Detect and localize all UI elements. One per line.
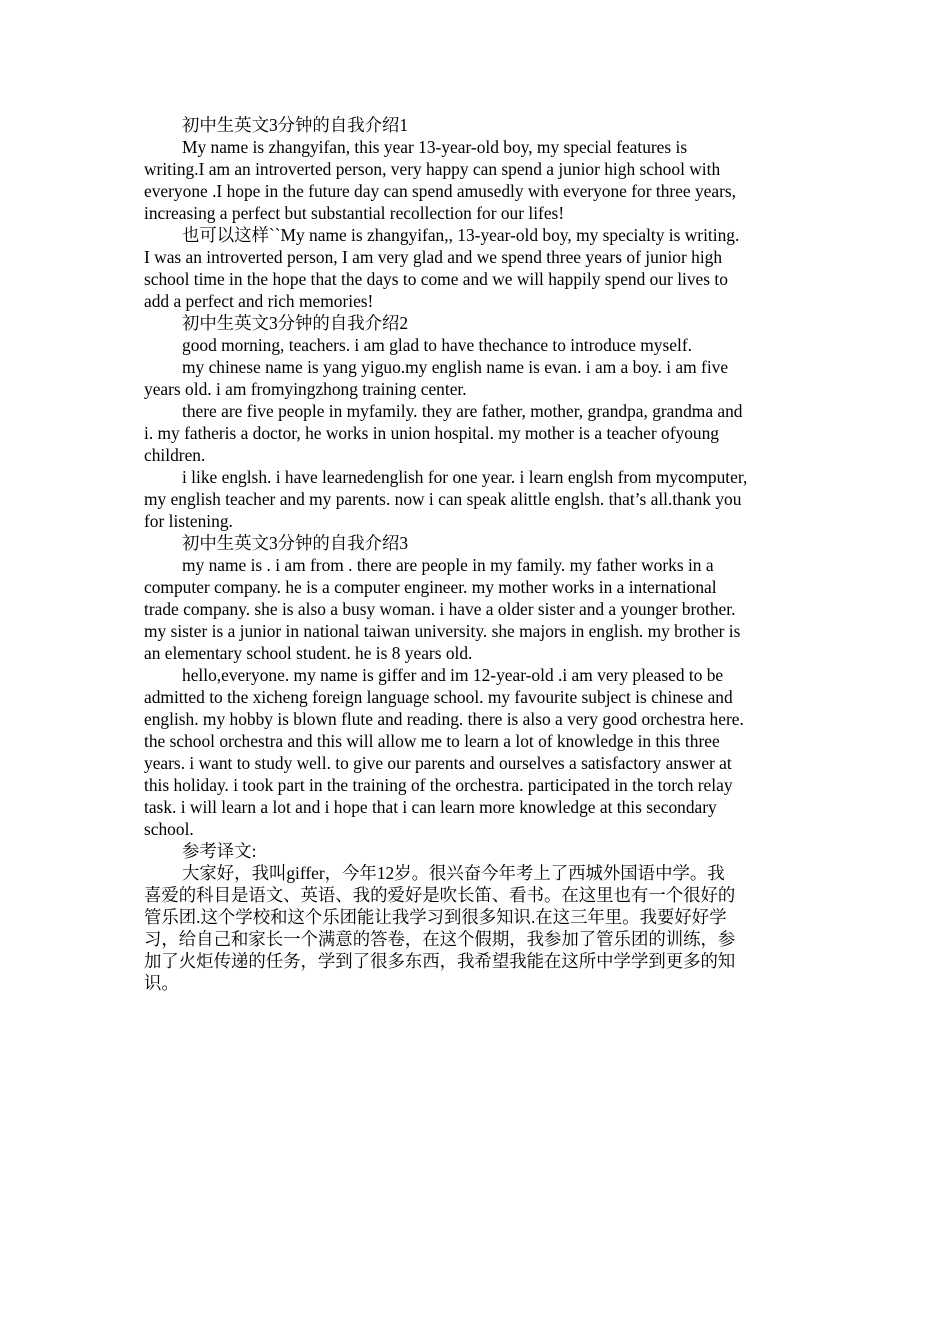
section-2-paragraph-2: my chinese name is yang yiguo.my english name is evan. i am a boy. i am five years old. i am fromyingzhong training center. xyxy=(144,357,729,399)
translation-paragraph: 大家好，我叫giffer，今年12岁。很兴奋今年考上了西城外国语中学。我 喜爱的科目是语文、英语、我的爱好是吹长笛、看书。在这里也有一个很好的 管乐团.这个学校和这个乐团能让我学习到很多知识.在这三年里。我要好好学 习，给自己和家长一个满意的答卷，在这个假期，我参加了管乐团的训练，参 加了火炬传递的任务，学到了很多东西，我希望我能在这所中学学到更多的知 识。 xyxy=(144,863,736,993)
section-2-paragraph-4: i like englsh. i have learnedenglish for one year. i learn englsh from mycomputer, my english teacher and my parents. now i can speak alittle englsh. that’s all.thank you for listening. xyxy=(144,467,748,531)
document-page xyxy=(144,114,808,994)
section-3-heading: 初中生英文3分钟的自我介绍3 xyxy=(182,533,409,553)
section-2-paragraph-1: good morning, teachers. i am glad to have thechance to introduce myself. xyxy=(182,335,692,355)
translation-label: 参考译文: xyxy=(182,841,257,861)
section-3-paragraph-2: hello,everyone. my name is giffer and im 12-year-old .i am very pleased to be admitted to the xicheng foreign language school. my favourite subject is chinese and english. my hobby is blown flute and reading. there is also a very good orchestra here. the school orchestra and this will allow me to learn a lot of knowledge in this three years. i want to study well. to give our parents and ourselves a satisfactory answer at this holiday. i took part in the training of the orchestra. participated in the torch relay task. i will learn a lot and i hope that i can learn more knowledge at this secondary school. xyxy=(144,665,744,839)
section-1-paragraph-1: My name is zhangyifan, this year 13-year-old boy, my special features is writing.I am an introverted person, very happy can spend a junior high school with everyone .I hope in the future day can spend amusedly with everyone for three years, increasing a perfect but substantial recollection for our lifes! xyxy=(144,137,737,223)
section-3-paragraph-1: my name is . i am from . there are people in my family. my father works in a computer company. he is a computer engineer. my mother works in a international trade company. she is also a busy woman. i have a older sister and a younger brother. my sister is a junior in national taiwan university. she majors in english. my brother is an elementary school student. he is 8 years old. xyxy=(144,555,741,663)
section-2-heading: 初中生英文3分钟的自我介绍2 xyxy=(182,313,409,333)
section-1-heading: 初中生英文3分钟的自我介绍1 xyxy=(182,115,409,135)
section-2-paragraph-3: there are five people in myfamily. they are father, mother, grandpa, grandma and i. my fatheris a doctor, he works in union hospital. my mother is a teacher ofyoung children. xyxy=(144,401,743,465)
section-1-paragraph-2: 也可以这样``My name is zhangyifan,, 13-year-old boy, my specialty is writing. I was an introverted person, I am very glad and we spend three years of junior high school time in the hope that the days to come and we will happily spend our lives to add a perfect and rich memories! xyxy=(144,225,740,311)
